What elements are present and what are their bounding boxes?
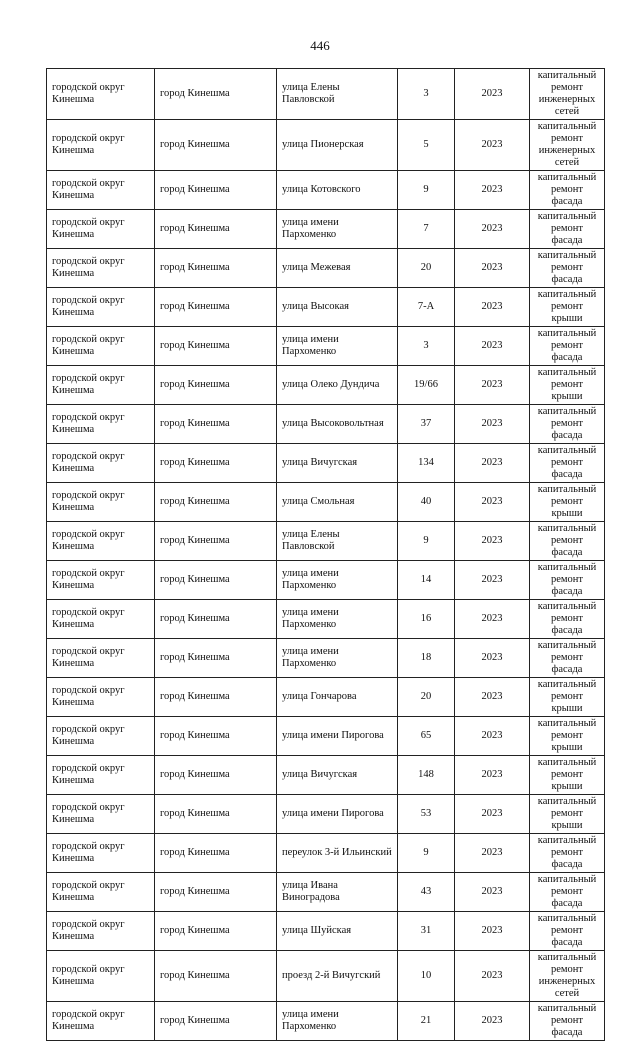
table-row [47, 483, 605, 522]
cell-district: городской округ Кинешма [47, 1002, 155, 1041]
cell-work-type: капитальный ремонт фасада [530, 912, 605, 951]
cell-street: улица Шуйская [277, 912, 398, 951]
cell-work-type: капитальный ремонт фасада [530, 1002, 605, 1041]
cell-work-type: капитальный ремонт крыши [530, 756, 605, 795]
cell-district: городской округ Кинешма [47, 795, 155, 834]
cell-year: 2023 [455, 600, 530, 639]
cell-street: улица Котовского [277, 171, 398, 210]
cell-district: городской округ Кинешма [47, 522, 155, 561]
cell-street: улица Елены Павловской [277, 522, 398, 561]
cell-work-type: капитальный ремонт фасада [530, 561, 605, 600]
cell-year: 2023 [455, 210, 530, 249]
cell-house-number: 16 [398, 600, 455, 639]
cell-house-number: 3 [398, 69, 455, 120]
cell-house-number: 19/66 [398, 366, 455, 405]
cell-district: городской округ Кинешма [47, 69, 155, 120]
cell-house-number: 9 [398, 522, 455, 561]
cell-work-type: капитальный ремонт крыши [530, 288, 605, 327]
cell-work-type: капитальный ремонт инженерных сетей [530, 120, 605, 171]
table-row [47, 405, 605, 444]
table-row [47, 951, 605, 1002]
cell-district: городской округ Кинешма [47, 483, 155, 522]
cell-street: улица Смольная [277, 483, 398, 522]
cell-city: город Кинешма [155, 834, 277, 873]
cell-work-type: капитальный ремонт фасада [530, 639, 605, 678]
cell-year: 2023 [455, 912, 530, 951]
cell-year: 2023 [455, 327, 530, 366]
table-body [47, 69, 605, 1041]
cell-year: 2023 [455, 639, 530, 678]
cell-city: город Кинешма [155, 912, 277, 951]
cell-city: город Кинешма [155, 678, 277, 717]
cell-city: город Кинешма [155, 717, 277, 756]
cell-house-number: 3 [398, 327, 455, 366]
cell-street: переулок 3-й Ильинский [277, 834, 398, 873]
cell-house-number: 10 [398, 951, 455, 1002]
page-number: 446 [310, 38, 330, 53]
cell-city: город Кинешма [155, 288, 277, 327]
cell-district: городской округ Кинешма [47, 327, 155, 366]
cell-street: улица Пионерская [277, 120, 398, 171]
cell-year: 2023 [455, 171, 530, 210]
cell-district: городской округ Кинешма [47, 600, 155, 639]
cell-work-type: капитальный ремонт крыши [530, 717, 605, 756]
table-row [47, 288, 605, 327]
cell-street: улица имени Пархоменко [277, 327, 398, 366]
cell-year: 2023 [455, 951, 530, 1002]
cell-work-type: капитальный ремонт крыши [530, 795, 605, 834]
table-row [47, 678, 605, 717]
cell-work-type: капитальный ремонт фасада [530, 249, 605, 288]
cell-district: городской округ Кинешма [47, 171, 155, 210]
cell-city: город Кинешма [155, 522, 277, 561]
cell-house-number: 43 [398, 873, 455, 912]
cell-street: улица имени Пирогова [277, 795, 398, 834]
cell-city: город Кинешма [155, 795, 277, 834]
cell-work-type: капитальный ремонт инженерных сетей [530, 951, 605, 1002]
cell-district: городской округ Кинешма [47, 120, 155, 171]
cell-district: городской округ Кинешма [47, 873, 155, 912]
cell-work-type: капитальный ремонт фасада [530, 873, 605, 912]
cell-city: город Кинешма [155, 69, 277, 120]
cell-house-number: 21 [398, 1002, 455, 1041]
cell-city: город Кинешма [155, 951, 277, 1002]
cell-work-type: капитальный ремонт фасада [530, 405, 605, 444]
cell-year: 2023 [455, 444, 530, 483]
cell-work-type: капитальный ремонт крыши [530, 678, 605, 717]
cell-city: город Кинешма [155, 444, 277, 483]
cell-house-number: 9 [398, 171, 455, 210]
cell-city: город Кинешма [155, 210, 277, 249]
cell-year: 2023 [455, 756, 530, 795]
table-row [47, 600, 605, 639]
cell-year: 2023 [455, 873, 530, 912]
cell-year: 2023 [455, 795, 530, 834]
cell-city: город Кинешма [155, 249, 277, 288]
table-row [47, 249, 605, 288]
table-row [47, 210, 605, 249]
cell-year: 2023 [455, 249, 530, 288]
cell-district: городской округ Кинешма [47, 405, 155, 444]
cell-work-type: капитальный ремонт фасада [530, 600, 605, 639]
cell-year: 2023 [455, 834, 530, 873]
cell-house-number: 5 [398, 120, 455, 171]
cell-street: улица Вичугская [277, 756, 398, 795]
table-row [47, 120, 605, 171]
cell-district: городской округ Кинешма [47, 639, 155, 678]
cell-year: 2023 [455, 1002, 530, 1041]
cell-house-number: 20 [398, 249, 455, 288]
cell-street: улица Высоковольтная [277, 405, 398, 444]
table-row [47, 834, 605, 873]
cell-house-number: 148 [398, 756, 455, 795]
cell-district: городской округ Кинешма [47, 288, 155, 327]
cell-house-number: 40 [398, 483, 455, 522]
cell-district: городской округ Кинешма [47, 249, 155, 288]
cell-year: 2023 [455, 288, 530, 327]
cell-district: городской округ Кинешма [47, 210, 155, 249]
cell-house-number: 20 [398, 678, 455, 717]
cell-district: городской округ Кинешма [47, 951, 155, 1002]
table-row [47, 69, 605, 120]
table-row [47, 171, 605, 210]
table-row [47, 1002, 605, 1041]
table-row [47, 873, 605, 912]
housing-repair-table [46, 68, 605, 1041]
cell-house-number: 14 [398, 561, 455, 600]
cell-district: городской округ Кинешма [47, 912, 155, 951]
cell-city: город Кинешма [155, 327, 277, 366]
cell-work-type: капитальный ремонт фасада [530, 171, 605, 210]
cell-city: город Кинешма [155, 756, 277, 795]
cell-district: городской округ Кинешма [47, 834, 155, 873]
table-row [47, 444, 605, 483]
cell-city: город Кинешма [155, 405, 277, 444]
cell-house-number: 9 [398, 834, 455, 873]
cell-street: улица Елены Павловской [277, 69, 398, 120]
table-row [47, 717, 605, 756]
cell-work-type: капитальный ремонт фасада [530, 444, 605, 483]
cell-city: город Кинешма [155, 873, 277, 912]
table-row [47, 912, 605, 951]
table-row [47, 366, 605, 405]
cell-street: улица имени Пархоменко [277, 210, 398, 249]
cell-house-number: 134 [398, 444, 455, 483]
cell-year: 2023 [455, 561, 530, 600]
cell-city: город Кинешма [155, 639, 277, 678]
cell-district: городской округ Кинешма [47, 366, 155, 405]
cell-district: городской округ Кинешма [47, 561, 155, 600]
cell-district: городской округ Кинешма [47, 678, 155, 717]
cell-district: городской округ Кинешма [47, 444, 155, 483]
cell-street: улица имени Пархоменко [277, 600, 398, 639]
cell-street: улица имени Пирогова [277, 717, 398, 756]
cell-work-type: капитальный ремонт инженерных сетей [530, 69, 605, 120]
cell-house-number: 18 [398, 639, 455, 678]
cell-street: улица Вичугская [277, 444, 398, 483]
cell-house-number: 53 [398, 795, 455, 834]
table-row [47, 756, 605, 795]
cell-street: улица Ивана Виноградова [277, 873, 398, 912]
cell-work-type: капитальный ремонт крыши [530, 483, 605, 522]
table-row [47, 522, 605, 561]
cell-house-number: 7-А [398, 288, 455, 327]
cell-year: 2023 [455, 120, 530, 171]
cell-district: городской округ Кинешма [47, 756, 155, 795]
cell-city: город Кинешма [155, 366, 277, 405]
cell-city: город Кинешма [155, 171, 277, 210]
cell-work-type: капитальный ремонт фасада [530, 834, 605, 873]
cell-city: город Кинешма [155, 483, 277, 522]
cell-street: улица имени Пархоменко [277, 561, 398, 600]
cell-work-type: капитальный ремонт фасада [530, 327, 605, 366]
cell-district: городской округ Кинешма [47, 717, 155, 756]
cell-street: улица Олеко Дундича [277, 366, 398, 405]
cell-street: улица имени Пархоменко [277, 639, 398, 678]
cell-house-number: 7 [398, 210, 455, 249]
cell-street: проезд 2-й Вичугский [277, 951, 398, 1002]
cell-year: 2023 [455, 522, 530, 561]
cell-house-number: 65 [398, 717, 455, 756]
cell-house-number: 31 [398, 912, 455, 951]
cell-city: город Кинешма [155, 600, 277, 639]
table-row [47, 795, 605, 834]
table-row [47, 561, 605, 600]
cell-year: 2023 [455, 405, 530, 444]
cell-work-type: капитальный ремонт фасада [530, 210, 605, 249]
cell-street: улица Межевая [277, 249, 398, 288]
cell-city: город Кинешма [155, 561, 277, 600]
cell-work-type: капитальный ремонт фасада [530, 522, 605, 561]
cell-year: 2023 [455, 678, 530, 717]
cell-city: город Кинешма [155, 1002, 277, 1041]
cell-street: улица имени Пархоменко [277, 1002, 398, 1041]
cell-year: 2023 [455, 366, 530, 405]
cell-street: улица Высокая [277, 288, 398, 327]
cell-work-type: капитальный ремонт крыши [530, 366, 605, 405]
cell-year: 2023 [455, 483, 530, 522]
cell-street: улица Гончарова [277, 678, 398, 717]
table-row [47, 639, 605, 678]
cell-year: 2023 [455, 69, 530, 120]
cell-year: 2023 [455, 717, 530, 756]
table-row [47, 327, 605, 366]
cell-house-number: 37 [398, 405, 455, 444]
cell-city: город Кинешма [155, 120, 277, 171]
